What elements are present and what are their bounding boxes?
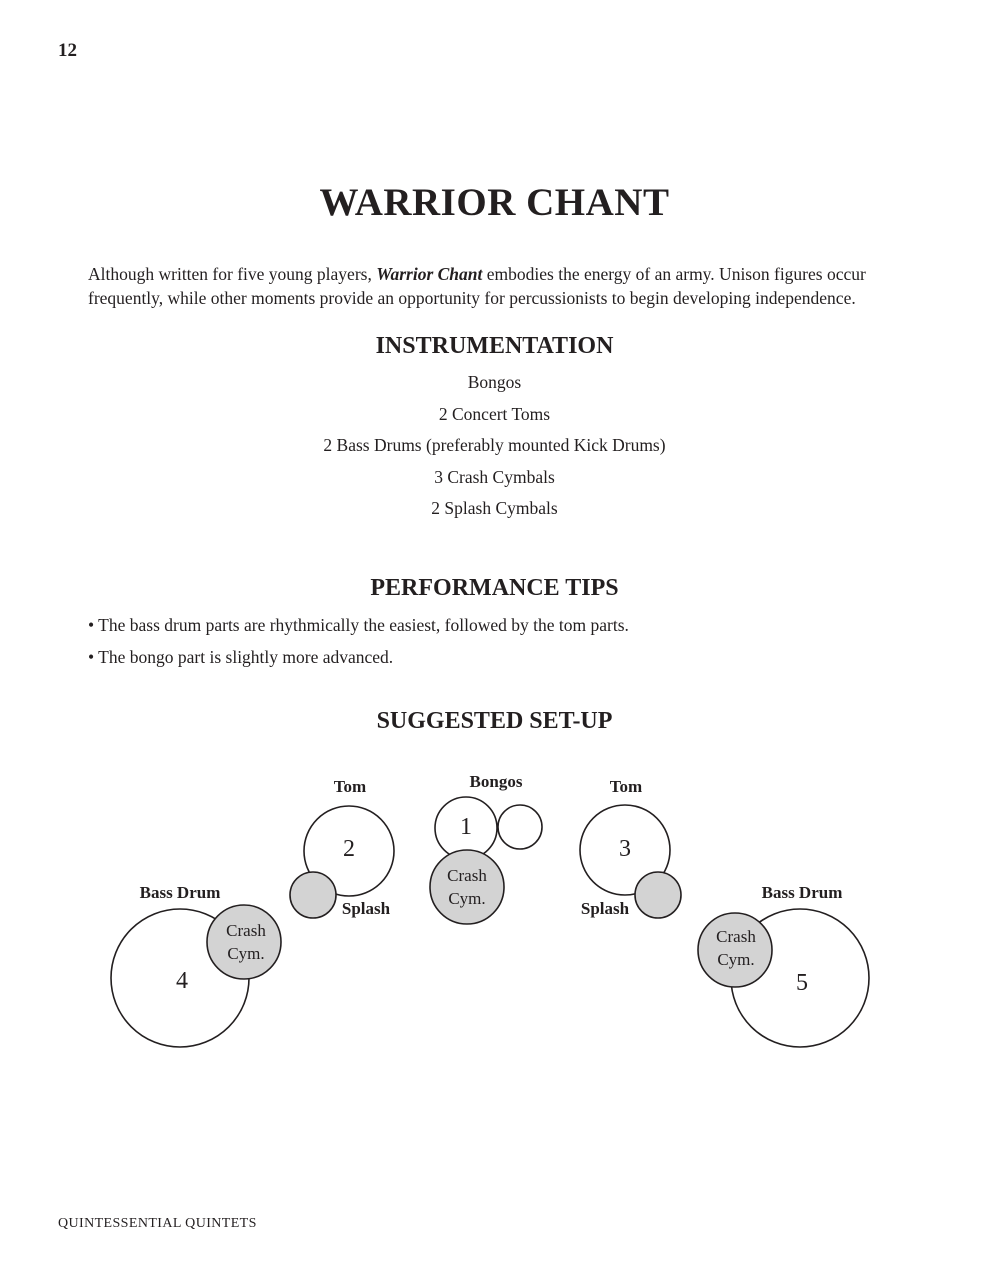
performance-tips-heading: PERFORMANCE TIPS: [370, 575, 619, 601]
player-4-number: 4: [176, 968, 188, 994]
instrument-item: 2 Concert Toms: [438, 403, 551, 424]
page-number: 12: [58, 40, 77, 61]
splash-cymbal-right-icon: [635, 872, 681, 918]
player-2-number: 2: [343, 836, 355, 862]
instrument-item: Bongos: [467, 372, 522, 392]
tom-left-label: Tom: [333, 777, 367, 796]
page-title: WARRIOR CHANT: [319, 181, 670, 224]
crash-left-label-line2: Cym.: [227, 944, 265, 963]
player-1-number: 1: [460, 814, 472, 840]
setup-heading: SUGGESTED SET-UP: [376, 708, 613, 734]
instrument-item: 3 Crash Cymbals: [434, 466, 555, 487]
splash-left-label: Splash: [341, 899, 391, 918]
crash-right-label-line2: Cym.: [717, 950, 755, 969]
instrument-item: 2 Bass Drums (preferably mounted Kick Drums): [323, 435, 666, 455]
player-3-number: 3: [619, 836, 631, 862]
splash-cymbal-left-icon: [290, 872, 336, 918]
crash-center-label-line2: Cym.: [448, 889, 486, 908]
intro-text-after: embodies the energy of an army. Unison figures occur frequently, while other moments provide an opportunity for percussionists to begin developing independence.: [88, 264, 866, 308]
bass-drum-right-label: Bass Drum: [761, 883, 843, 902]
crash-right-label-line1: Crash: [716, 927, 756, 946]
player-5-number: 5: [796, 970, 808, 996]
crash-cymbal-center-icon: [430, 850, 504, 924]
intro-text-before: Although written for five young players,: [88, 264, 377, 284]
instrument-item: 2 Splash Cymbals: [431, 498, 558, 518]
footer-book-title: QUINTESSENTIAL QUINTETS: [58, 1216, 257, 1231]
tom-right-label: Tom: [609, 777, 643, 796]
tip-item: • The bass drum parts are rhythmically the easiest, followed by the tom parts.: [88, 615, 629, 635]
tip-item: • The bongo part is slightly more advanced.: [88, 646, 394, 667]
crash-left-label-line1: Crash: [226, 921, 266, 940]
crash-cymbal-left-icon: [207, 905, 281, 979]
crash-center-label-line1: Crash: [447, 866, 487, 885]
splash-right-label: Splash: [580, 899, 630, 918]
bongo-small-icon: [498, 805, 542, 849]
instrumentation-heading: INSTRUMENTATION: [375, 333, 614, 359]
bongos-label: Bongos: [469, 772, 523, 791]
bass-drum-left-label: Bass Drum: [139, 883, 221, 902]
intro-title-emphasis: Warrior Chant: [376, 264, 483, 284]
